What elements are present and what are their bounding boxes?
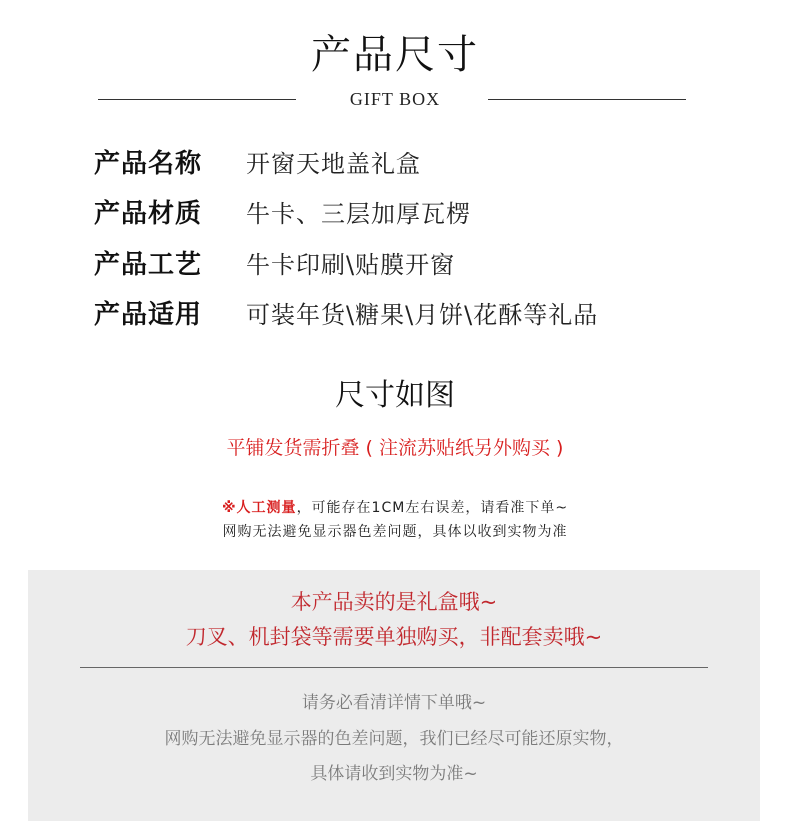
page-subtitle: GIFT BOX: [349, 89, 441, 109]
spec-value: 开窗天地盖礼盒: [246, 149, 421, 178]
banner-headline-2: 刀叉、机封袋等需要单独购买，非配套卖哦~: [185, 625, 603, 649]
spec-label: 产品适用: [94, 300, 203, 331]
measurement-notice: [0, 496, 790, 544]
spec-row-name: [94, 136, 744, 187]
banner-note-2: 网购无法避免显示器的色差问题，我们已经尽可能还原实物，: [164, 729, 624, 749]
spec-row-material: [94, 187, 744, 238]
banner-note-1: 请务必看清详情下单哦~: [301, 693, 487, 713]
spec-value: 牛卡、三层加厚瓦楞: [246, 200, 471, 229]
spec-row-process: [94, 237, 744, 288]
subtitle-row: [0, 88, 790, 110]
banner-divider: [80, 667, 708, 668]
divider-right: [488, 99, 686, 100]
spec-list: [94, 136, 744, 338]
size-title: 尺寸如图: [335, 378, 455, 413]
page-title: 产品尺寸: [311, 32, 479, 78]
banner-note-3: 具体请收到实物为准~: [310, 764, 478, 784]
measurement-line-1: [0, 496, 790, 520]
banner-headline-1: 本产品卖的是礼盒哦~: [290, 590, 498, 614]
spec-label: 产品材质: [94, 199, 203, 230]
measurement-highlight: ※人工测量: [221, 500, 297, 516]
spec-label: 产品工艺: [94, 249, 203, 280]
spec-value: 牛卡印刷\贴膜开窗: [246, 250, 456, 279]
spec-value: 可装年货\糖果\月饼\花酥等礼品: [246, 301, 599, 330]
spec-row-usage: [94, 288, 744, 339]
measurement-text: ，可能存在1CM左右误差，请看准下单~: [296, 500, 569, 516]
measurement-line-2: 网购无法避免显示器色差问题，具体以收到实物为准: [222, 524, 568, 540]
spec-label: 产品名称: [94, 148, 203, 179]
notice-banner: [28, 570, 760, 821]
shipping-note: 平铺发货需折叠 ( 注流苏贴纸另外购买 ): [226, 437, 564, 459]
